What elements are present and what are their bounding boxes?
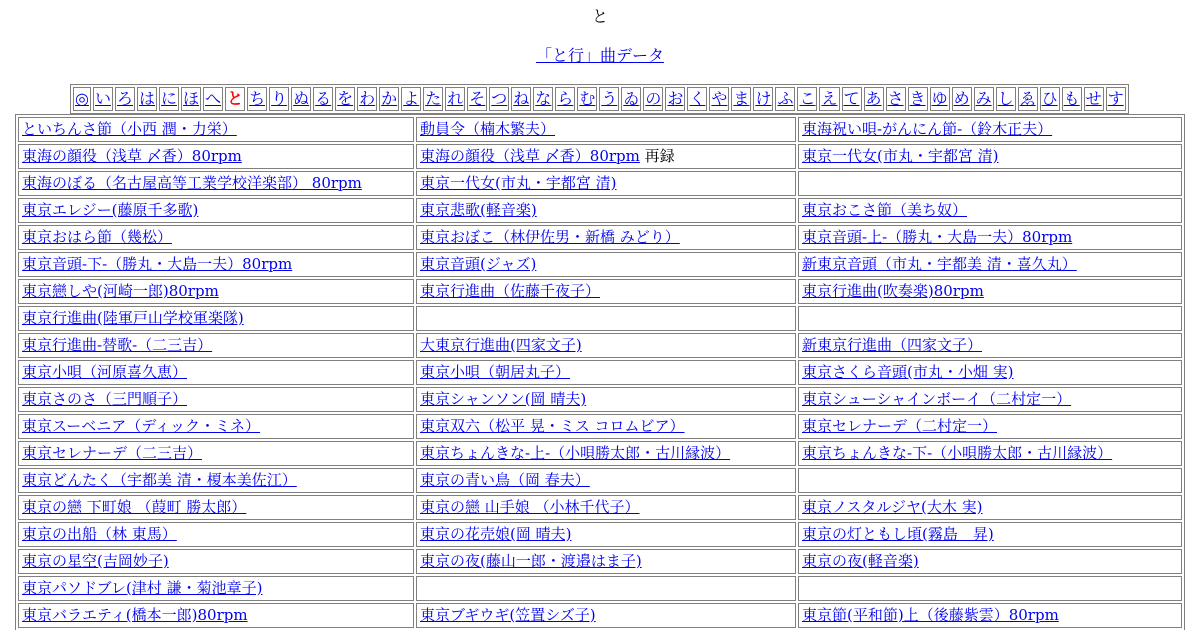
song-cell <box>798 252 1182 277</box>
song-cell <box>18 603 414 628</box>
kana-index-cell[interactable] <box>886 87 906 111</box>
kana-index-cell[interactable] <box>753 87 773 111</box>
song-link[interactable]: 東京バラエティ(橋本一郎)80rpm <box>22 606 248 624</box>
song-link[interactable]: 東海の顔役（浅草 〆香）80rpm <box>22 147 242 165</box>
table-row <box>18 333 1182 358</box>
kana-index-link[interactable]: み <box>975 89 992 108</box>
table-row <box>18 549 1182 574</box>
song-link[interactable]: 東京悲歌(軽音楽) <box>420 201 537 219</box>
kana-index-cell[interactable] <box>1106 87 1126 111</box>
kana-index-cell[interactable] <box>115 87 135 111</box>
kana-index-cell[interactable] <box>533 87 553 111</box>
kana-index-link[interactable]: あ <box>865 89 882 108</box>
kana-index-link[interactable]: ◎ <box>75 89 89 108</box>
kana-index-link[interactable]: お <box>667 89 684 108</box>
empty-cell <box>798 576 1182 601</box>
table-row <box>18 306 1182 331</box>
song-link[interactable]: 東京の戀 下町娘 （葭町 勝太郎） <box>22 498 247 516</box>
song-cell <box>18 441 414 466</box>
song-link[interactable]: 東京おぼこ（林伊佐男・新橋 みどり） <box>420 228 680 246</box>
song-cell <box>18 549 414 574</box>
kana-index-cell[interactable] <box>687 87 707 111</box>
table-row <box>18 522 1182 547</box>
kana-index-cell[interactable] <box>974 87 994 111</box>
table-row <box>18 387 1182 412</box>
kana-index-link[interactable]: る <box>315 89 332 108</box>
song-link[interactable]: 東京ブギウギ(笠置シズ子) <box>420 606 596 624</box>
kana-index-link[interactable]: は <box>139 89 156 108</box>
song-link[interactable]: 東京の夜(藤山一郎・渡邉はま子) <box>420 552 642 570</box>
song-link[interactable]: 東京の星空(吉岡妙子) <box>22 552 169 570</box>
song-cell <box>18 279 414 304</box>
song-link[interactable]: 東京の灯ともし頃(霧島 昇) <box>802 525 994 543</box>
song-list-table <box>15 114 1185 630</box>
kana-index-cell[interactable] <box>996 87 1016 111</box>
kana-index-link[interactable]: さ <box>887 89 904 108</box>
song-link[interactable]: 東京シューシャインボーイ（二村定一） <box>802 390 1072 408</box>
kana-index-table <box>70 84 1129 114</box>
kana-index-cell[interactable] <box>643 87 663 111</box>
song-cell <box>416 441 796 466</box>
kana-index-row <box>73 87 1126 111</box>
kana-index-link[interactable]: つ <box>491 89 508 108</box>
subtitle-row <box>0 46 1200 66</box>
empty-cell <box>798 171 1182 196</box>
song-cell <box>798 414 1182 439</box>
song-note: 再録 <box>639 147 675 165</box>
kana-index-link[interactable]: む <box>579 89 596 108</box>
table-row <box>18 117 1182 142</box>
kana-index-cell[interactable] <box>1084 87 1104 111</box>
kana-index-link[interactable]: ゑ <box>1019 89 1036 108</box>
kana-index-link[interactable]: か <box>381 89 398 108</box>
song-cell <box>18 306 414 331</box>
table-row <box>18 360 1182 385</box>
song-cell <box>18 468 414 493</box>
table-row <box>18 441 1182 466</box>
song-link[interactable]: 東京スーベニア（ディック・ミネ） <box>22 417 261 435</box>
song-link[interactable]: 大東京行進曲(四家文子) <box>420 336 582 354</box>
song-link[interactable]: 東京さくら音頭(市丸・小畑 実) <box>802 363 1014 381</box>
song-link[interactable]: 東京一代女(市丸・宇都宮 清) <box>802 147 999 165</box>
kana-index-cell[interactable] <box>93 87 113 111</box>
song-cell <box>798 198 1182 223</box>
song-cell <box>416 252 796 277</box>
kana-index-link[interactable]: け <box>755 89 772 108</box>
song-link[interactable]: 新東京音頭（市丸・宇都美 清・喜久丸） <box>802 255 1077 273</box>
song-cell <box>798 225 1182 250</box>
song-link[interactable]: 東京おこさ節（美ち奴） <box>802 201 968 219</box>
song-link[interactable]: 東京の花売娘(岡 晴夫) <box>420 525 572 543</box>
song-cell <box>18 387 414 412</box>
song-link[interactable]: 東京シャンソン(岡 晴夫) <box>420 390 587 408</box>
song-link[interactable]: 東京ちょんきな-下-（小唄勝太郎・古川縁波） <box>802 444 1113 462</box>
song-cell <box>798 387 1182 412</box>
song-link[interactable]: 東京一代女(市丸・宇都宮 清) <box>420 174 617 192</box>
kana-index-link[interactable]: て <box>843 89 860 108</box>
song-cell <box>416 549 796 574</box>
table-row <box>18 468 1182 493</box>
song-link[interactable]: 東京セレナーデ（二三吉） <box>22 444 203 462</box>
kana-index-link[interactable]: ま <box>733 89 750 108</box>
kana-index-link[interactable]: ひ <box>1041 89 1058 108</box>
kana-index-cell[interactable] <box>423 87 443 111</box>
kana-index-cell[interactable] <box>137 87 157 111</box>
song-link[interactable]: 東京の戀 山手娘 （小林千代子） <box>420 498 640 516</box>
song-cell <box>18 144 414 169</box>
song-cell <box>798 144 1182 169</box>
kana-index-link[interactable]: こ <box>799 89 816 108</box>
song-cell <box>798 333 1182 358</box>
table-row <box>18 252 1182 277</box>
song-cell <box>798 117 1182 142</box>
kana-index-link[interactable]: う <box>601 89 618 108</box>
kana-index-cell[interactable] <box>511 87 531 111</box>
song-cell <box>416 198 796 223</box>
empty-cell <box>416 306 796 331</box>
kana-index-link[interactable]: に <box>161 89 178 108</box>
kana-index-cell[interactable] <box>445 87 465 111</box>
kana-index-link[interactable]: く <box>689 89 706 108</box>
kana-index-cell[interactable] <box>1040 87 1060 111</box>
empty-cell <box>798 468 1182 493</box>
song-cell <box>416 279 796 304</box>
song-link[interactable]: 東京の青い鳥（岡 春夫） <box>420 471 590 489</box>
kana-index-link[interactable]: ゐ <box>623 89 640 108</box>
song-cell <box>416 495 796 520</box>
song-link[interactable]: 東京行進曲(吹奏楽)80rpm <box>802 282 984 300</box>
kana-index-cell[interactable] <box>908 87 928 111</box>
song-cell <box>798 279 1182 304</box>
song-link[interactable]: 東京エレジー(藤原千多歌) <box>22 201 199 219</box>
kana-index-link[interactable]: り <box>271 89 288 108</box>
song-cell <box>18 333 414 358</box>
song-cell <box>798 495 1182 520</box>
song-cell <box>18 117 414 142</box>
kana-index-link[interactable]: ろ <box>116 89 133 108</box>
kana-index-cell[interactable] <box>247 87 267 111</box>
kana-index-link[interactable]: た <box>425 89 442 108</box>
song-link[interactable]: 東京小唄（朝居丸子） <box>420 363 571 381</box>
table-row <box>18 414 1182 439</box>
table-row <box>18 171 1182 196</box>
song-cell <box>416 468 796 493</box>
song-link[interactable]: といちんさ節（小西 潤・力栄） <box>22 120 237 138</box>
song-cell <box>416 333 796 358</box>
kana-index-cell[interactable] <box>555 87 575 111</box>
kana-index-link[interactable]: す <box>1107 89 1124 108</box>
song-cell <box>798 603 1182 628</box>
kana-index-link[interactable]: ぬ <box>293 89 310 108</box>
song-link[interactable]: 東京音頭-上-（勝丸・大島一夫）80rpm <box>802 228 1073 246</box>
song-link[interactable]: 東海祝い唄-がんにん節-（鈴木正夫） <box>802 120 1053 138</box>
song-link[interactable]: 東京双六（松平 晃・ミス コロムビア） <box>420 417 685 435</box>
song-link[interactable]: 新東京行進曲（四家文子） <box>802 336 983 354</box>
song-cell <box>18 171 414 196</box>
table-row <box>18 495 1182 520</box>
song-link[interactable]: 動員令（楠木繁夫） <box>420 120 556 138</box>
kana-index-cell[interactable] <box>73 87 91 111</box>
song-cell <box>416 387 796 412</box>
song-cell <box>18 414 414 439</box>
song-list-body <box>18 117 1182 628</box>
song-link[interactable]: 東海のぼる（名古屋高等工業学校洋楽部） 80rpm <box>22 174 362 192</box>
table-row <box>18 198 1182 223</box>
song-cell <box>798 549 1182 574</box>
kana-index-link[interactable]: ふ <box>777 89 794 108</box>
song-link[interactable]: 東京戀しや(河崎一郎)80rpm <box>22 282 219 300</box>
song-cell <box>416 603 796 628</box>
kana-index-cell[interactable] <box>379 87 399 111</box>
table-row <box>18 576 1182 601</box>
song-cell <box>798 360 1182 385</box>
kana-index-link[interactable]: き <box>909 89 926 108</box>
song-link[interactable]: 東京の出船（林 東馬） <box>22 525 177 543</box>
kana-index-cell[interactable] <box>1062 87 1082 111</box>
kana-index-cell[interactable] <box>335 87 355 111</box>
kana-index-cell[interactable] <box>842 87 862 111</box>
kana-index-cell <box>225 87 245 111</box>
song-link[interactable]: 東京おはら節（幾松） <box>22 228 173 246</box>
kana-index-cell[interactable] <box>269 87 289 111</box>
kana-index-link[interactable]: な <box>535 89 552 108</box>
table-row <box>18 603 1182 628</box>
kana-index-link[interactable]: め <box>953 89 970 108</box>
kana-index-link[interactable]: し <box>997 89 1014 108</box>
kana-index-link[interactable]: ら <box>557 89 574 108</box>
song-link[interactable]: 東海の顔役（浅草 〆香）80rpm <box>420 147 640 165</box>
song-cell <box>416 171 796 196</box>
kana-index-cell[interactable] <box>203 87 223 111</box>
song-link[interactable]: 東京ちょんきな-上-（小唄勝太郎・古川縁波） <box>420 444 731 462</box>
kana-index-cell[interactable] <box>357 87 377 111</box>
kana-index-cell[interactable] <box>952 87 972 111</box>
kana-index-link[interactable]: ね <box>513 89 530 108</box>
song-cell <box>416 360 796 385</box>
song-cell <box>416 117 796 142</box>
table-row <box>18 279 1182 304</box>
song-link[interactable]: 東京行進曲(陸軍戸山学校軍楽隊) <box>22 309 244 327</box>
kana-index-link[interactable]: わ <box>359 89 376 108</box>
song-link[interactable]: 東京行進曲-替歌-（二三吉） <box>22 336 213 354</box>
song-cell <box>18 225 414 250</box>
kana-index-cell[interactable] <box>599 87 619 111</box>
kana-index-link[interactable]: の <box>645 89 662 108</box>
song-link[interactable]: 東京さのさ（三門順子） <box>22 390 188 408</box>
song-link[interactable]: 東京音頭(ジャズ) <box>420 255 537 273</box>
kana-index-cell[interactable] <box>930 87 950 111</box>
kana-index-cell[interactable] <box>159 87 179 111</box>
kana-index-cell[interactable] <box>709 87 729 111</box>
song-cell <box>18 495 414 520</box>
song-cell <box>18 360 414 385</box>
page-heading: と <box>591 7 608 26</box>
kana-index-cell[interactable] <box>489 87 509 111</box>
kana-index-link[interactable]: ほ <box>183 89 200 108</box>
song-cell <box>18 198 414 223</box>
kana-index-link[interactable]: を <box>337 89 354 108</box>
kana-index-cell[interactable] <box>819 87 839 111</box>
table-row <box>18 225 1182 250</box>
song-link[interactable]: 東京節(平和節)上（後藤紫雲）80rpm <box>802 606 1059 624</box>
kana-index-link[interactable]: れ <box>447 89 464 108</box>
kana-index-link[interactable]: ゆ <box>931 89 948 108</box>
song-link[interactable]: 東京の夜(軽音楽) <box>802 552 919 570</box>
kana-index-cell[interactable] <box>775 87 795 111</box>
kana-index-link[interactable]: そ <box>469 89 486 108</box>
kana-index-link[interactable]: も <box>1063 89 1080 108</box>
song-cell <box>416 144 796 169</box>
song-link[interactable]: 東京小唄（河原喜久恵） <box>22 363 188 381</box>
kana-index-link[interactable]: よ <box>403 89 420 108</box>
kana-index-current: と <box>227 89 244 108</box>
song-cell <box>18 252 414 277</box>
song-cell <box>416 414 796 439</box>
kana-index-cell[interactable] <box>181 87 201 111</box>
kana-index-link[interactable]: ち <box>249 89 266 108</box>
kana-index-cell[interactable] <box>621 87 641 111</box>
kana-index-cell[interactable] <box>731 87 751 111</box>
song-link[interactable]: 東京セレナーデ（二村定一） <box>802 417 998 435</box>
song-cell <box>18 576 414 601</box>
empty-cell <box>798 306 1182 331</box>
song-link[interactable]: 東京行進曲（佐藤千夜子） <box>420 282 601 300</box>
kana-index-link[interactable]: い <box>94 89 111 108</box>
kana-index-cell[interactable] <box>797 87 817 111</box>
kana-index-link[interactable]: へ <box>205 89 222 108</box>
kana-index-cell[interactable] <box>577 87 597 111</box>
kana-index-cell[interactable] <box>401 87 421 111</box>
song-cell <box>416 225 796 250</box>
song-link[interactable]: 東京どんたく（宇都美 清・榎本美佐江） <box>22 471 297 489</box>
song-cell <box>798 522 1182 547</box>
kana-index-cell[interactable] <box>291 87 311 111</box>
kana-index-cell[interactable] <box>665 87 685 111</box>
kana-index-cell[interactable] <box>864 87 884 111</box>
table-row <box>18 144 1182 169</box>
data-page-link[interactable]: 「と行」曲データ <box>535 46 664 65</box>
empty-cell <box>416 576 796 601</box>
kana-index-cell[interactable] <box>1018 87 1038 111</box>
song-cell <box>18 522 414 547</box>
kana-index-cell[interactable] <box>313 87 333 111</box>
kana-index-cell[interactable] <box>467 87 487 111</box>
song-link[interactable]: 東京ノスタルジヤ(大木 実) <box>802 498 983 516</box>
song-cell <box>416 522 796 547</box>
song-link[interactable]: 東京パソドブレ(津村 謙・菊池章子) <box>22 579 263 597</box>
kana-index-link[interactable]: せ <box>1085 89 1102 108</box>
kana-index-link[interactable]: や <box>711 89 728 108</box>
kana-index-link[interactable]: え <box>821 89 838 108</box>
song-cell <box>798 441 1182 466</box>
song-link[interactable]: 東京音頭-下-（勝丸・大島一夫）80rpm <box>22 255 293 273</box>
